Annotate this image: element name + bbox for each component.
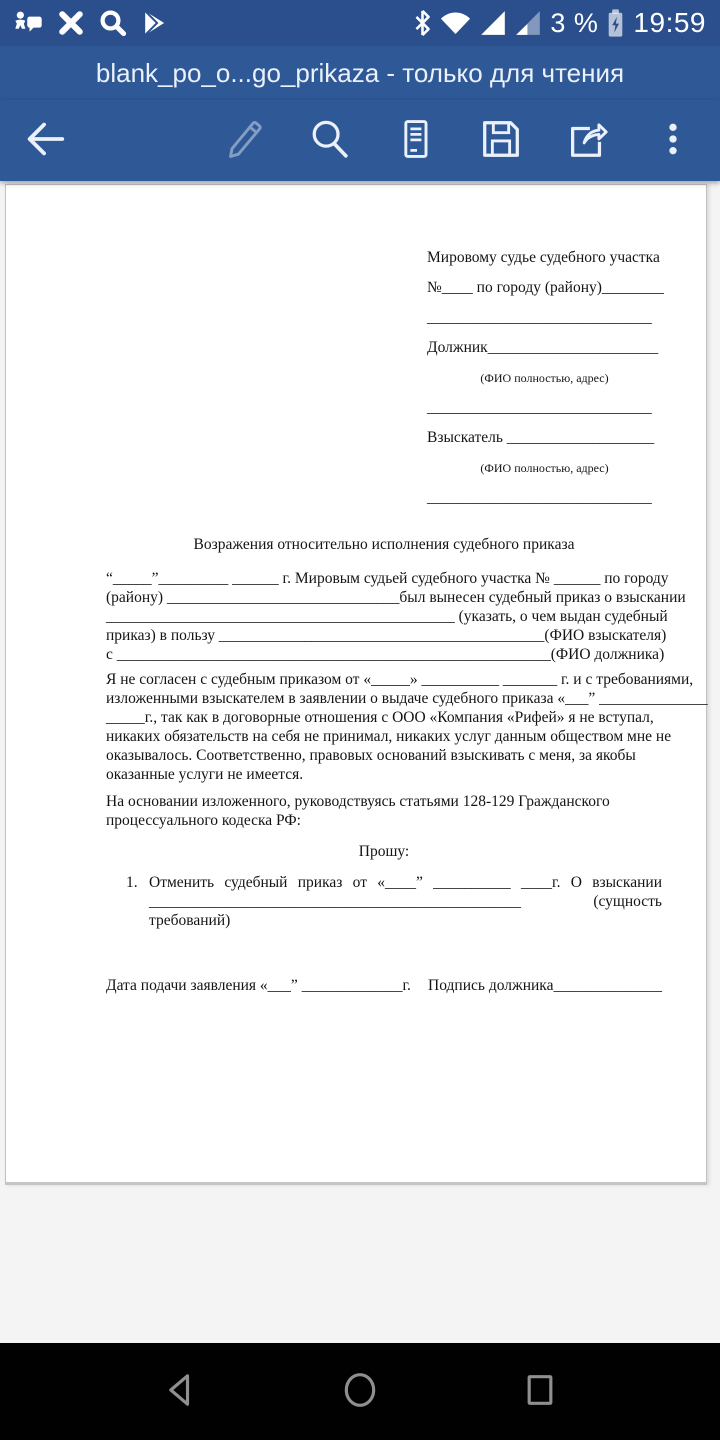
document-title-bar	[0, 46, 720, 100]
nav-recents-square-icon	[520, 1370, 560, 1413]
text-line: _____________________________________________ (указать, о чем выдан судебный	[106, 608, 668, 625]
text-line: никаких обязательств на себя не принимал, никаких услуг данным обществом мне не	[106, 728, 672, 745]
battery-charging-icon	[607, 8, 624, 38]
signal-icon-sim2	[515, 10, 541, 36]
wifi-icon	[440, 11, 471, 35]
filing-date-line: Дата подачи заявления «___” _____________г.	[106, 977, 411, 994]
bluetooth-icon	[414, 9, 431, 37]
system-status-icons	[414, 7, 706, 39]
ok-messenger-icon	[14, 10, 44, 36]
text-line: Я не согласен с судебным приказом от «_____» __________ _______ г. и с требованиями,	[106, 671, 694, 688]
search-notification-icon	[98, 8, 128, 38]
nav-home-button[interactable]	[325, 1357, 395, 1427]
share-icon	[564, 116, 610, 165]
android-nav-bar	[0, 1343, 720, 1440]
back-button[interactable]	[10, 106, 80, 176]
text-line: с ________________________________________________________(ФИО должника)	[106, 646, 665, 663]
text-line: Отменить судебный приказ от «____” __________ ____г. О взыскании	[149, 874, 662, 891]
document-page[interactable]	[5, 184, 707, 1185]
list-number: 1.	[126, 874, 138, 891]
debtor-line: Должник______________________	[427, 339, 659, 356]
battery-percentage: 3 %	[550, 7, 599, 38]
nav-recents-button[interactable]	[505, 1357, 575, 1427]
toolbar	[0, 100, 720, 181]
search-icon	[306, 116, 352, 165]
text-line: приказ) в пользу __________________________________________(ФИО взыскателя)	[106, 627, 667, 644]
close-notification-icon	[57, 9, 85, 37]
mobile-view-icon	[393, 117, 437, 164]
document-canvas[interactable]	[0, 181, 720, 1343]
fio-note: (ФИО полностью, адрес)	[480, 371, 609, 385]
text-line: изложенными взыскателем в заявлении о выдаче судебного приказа «___” ______________	[106, 690, 708, 707]
mobile-view-button[interactable]	[380, 106, 450, 176]
status-bar	[0, 0, 720, 46]
overflow-menu-button[interactable]	[638, 106, 708, 176]
request-item-1	[106, 873, 662, 930]
court-line: Мировому судье судебного участка	[427, 249, 660, 266]
edit-button[interactable]	[208, 106, 278, 176]
notification-icons	[14, 8, 169, 38]
claimant-line: Взыскатель ___________________	[427, 429, 655, 446]
debtor-signature-line: Подпись должника______________	[428, 977, 662, 994]
text-line: “_____”_________ ______ г. Мировым судьей судебного участка № ______ по городу	[106, 570, 669, 587]
document-title: blank_po_o...go_prikaza - только для чтения	[95, 57, 625, 88]
request-label: Прошу:	[358, 843, 410, 860]
pencil-icon	[221, 117, 265, 164]
text-line: ________________________________________________ (сущность	[149, 893, 662, 910]
text-line: процессуального кодеска РФ:	[106, 812, 301, 829]
text-line: (району) ______________________________был вынесен судебный приказ о взыскании	[106, 589, 686, 606]
paragraph-1	[106, 569, 686, 664]
fio-note: (ФИО полностью, адрес)	[480, 461, 609, 475]
court-header-block	[427, 243, 662, 513]
google-play-icon	[141, 9, 169, 37]
back-arrow-icon	[22, 116, 68, 165]
save-button[interactable]	[466, 106, 536, 176]
signal-icon-sim1	[480, 10, 506, 36]
document-heading: Возражения относительно исполнения судебного приказа	[193, 536, 575, 553]
nav-home-circle-icon	[340, 1370, 380, 1413]
blank-line: _____________________________	[427, 399, 652, 416]
blank-line: _____________________________	[427, 309, 652, 326]
share-button[interactable]	[552, 106, 622, 176]
nav-back-triangle-icon	[160, 1370, 200, 1413]
text-line: оказывалось. Соответственно, правовых оснований взыскивать с меня, за якобы	[106, 747, 636, 764]
three-dots-icon	[653, 117, 693, 164]
save-floppy-icon	[478, 116, 524, 165]
text-line: требований)	[149, 912, 231, 929]
find-button[interactable]	[294, 106, 364, 176]
signature-row	[106, 976, 662, 995]
clock: 19:59	[633, 7, 706, 38]
paragraph-2	[106, 670, 708, 784]
court-number-line: №____ по городу (району)________	[427, 279, 664, 296]
text-line: оказанные услуги не имеется.	[106, 766, 304, 783]
blank-line: _____________________________	[427, 489, 652, 506]
text-line: _____г., так как в договорные отношения с ООО «Компания «Рифей» я не вступал,	[106, 709, 654, 726]
text-line: На основании изложенного, руководствуясь статьями 128-129 Гражданского	[106, 793, 610, 810]
paragraph-3	[106, 792, 662, 830]
nav-back-button[interactable]	[145, 1357, 215, 1427]
